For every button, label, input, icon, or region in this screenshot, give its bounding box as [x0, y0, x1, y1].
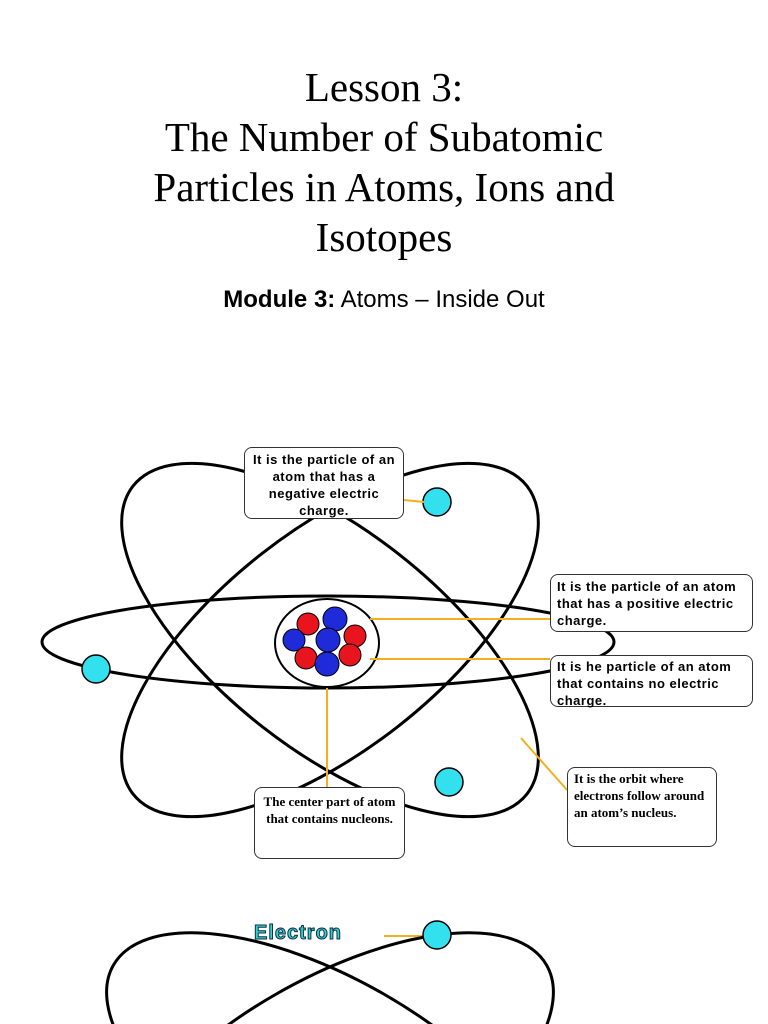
proton [295, 647, 317, 669]
neutron [316, 628, 340, 652]
callout-nucleus: The center part of atom that contains nucleons. [254, 787, 405, 859]
title-line-1: Lesson 3: [304, 64, 464, 110]
proton [344, 625, 366, 647]
title-line-4: Isotopes [315, 214, 453, 260]
callout-orbit: It is the orbit where electrons follow around an atom’s nucleus. [567, 767, 717, 847]
electron [82, 655, 110, 683]
orbit-second-right [58, 870, 601, 1024]
callout-electron: It is the particle of an atom that has a negative electric charge. [244, 447, 404, 519]
neutron [323, 607, 347, 631]
title-line-2: The Number of Subatomic [164, 114, 604, 160]
electron [423, 488, 451, 516]
module-name: Atoms – Inside Out [335, 286, 545, 313]
module-label: Module 3: [223, 286, 336, 313]
electron-label: Electron [254, 922, 343, 944]
title-line-3: Particles in Atoms, Ions and [153, 164, 615, 210]
electron [423, 921, 451, 949]
callout-proton: It is the particle of an atom that has a positive electric charge. [550, 574, 753, 632]
proton [339, 644, 361, 666]
orbit-second-left [58, 870, 601, 1024]
electron [435, 768, 463, 796]
neutron [315, 652, 339, 676]
callout-neutron: It is he particle of an atom that contains no electric charge. [550, 655, 753, 707]
